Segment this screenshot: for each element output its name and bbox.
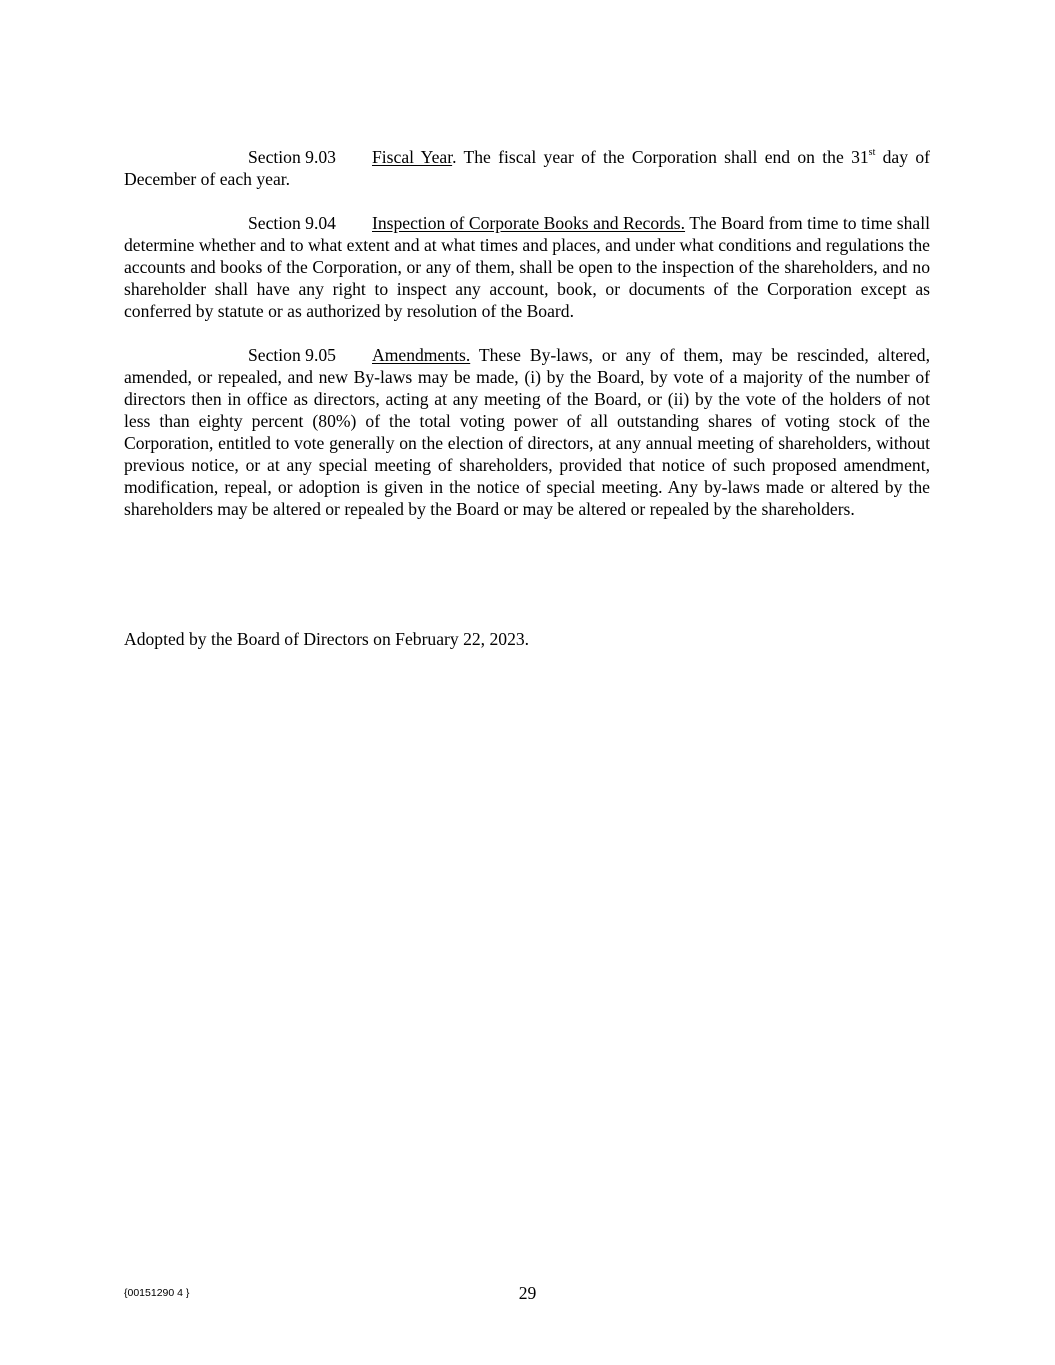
document-id: {00151290 4 } [124,1287,190,1299]
document-body [124,146,930,542]
section-9-03-paragraph [124,146,930,190]
section-number: Section 9.04 [248,213,336,233]
page-number: 29 [518,1283,537,1303]
section-9-04-paragraph [124,212,930,322]
section-text: The Board from time to time shall determine whether and to what extent and at what times and places, and under what conditions and regulations the accounts and books of the Corporation, or any of them, shall be open to the inspection of the shareholders, and no shareholder shall have any right to inspect any account, book, or documents of the Corporation except as conferred by statute or as authorized by resolution of the Board. [124,213,930,321]
ordinal-superscript: st [868,147,876,159]
section-number: Section 9.03 [248,147,336,167]
section-text: These By-laws, or any of them, may be rescinded, altered, amended, or repealed, and new By-laws may be made, (i) by the Board, by vote of a majority of the number of directors then in office as directors, acting at any meeting of the Board, or (ii) by the vote of the holders of not less than eighty percent (80%) of the total voting power of all outstanding shares of voting stock of the Corporation, entitled to vote generally on the election of directors, at any annual meeting of shareholders, without previous notice, or at any special meeting of shareholders, provided that notice of such proposed amendment, modification, repeal, or adoption is given in the notice of special meeting. Any by-laws made or altered by the shareholders may be altered or repealed by the Board or may be altered or repealed by the shareholders. [124,345,930,519]
section-9-05-paragraph [124,344,930,520]
section-heading: Amendments. [372,345,471,365]
section-heading: Fiscal Year [372,147,453,167]
section-heading: Inspection of Corporate Books and Records. [372,213,686,233]
section-text-end: day of December of each year. [124,147,930,189]
adoption-statement: Adopted by the Board of Directors on February 22, 2023. [124,629,530,649]
section-number: Section 9.05 [248,345,336,365]
section-text: . The fiscal year of the Corporation shall end on the 31 [452,147,869,167]
